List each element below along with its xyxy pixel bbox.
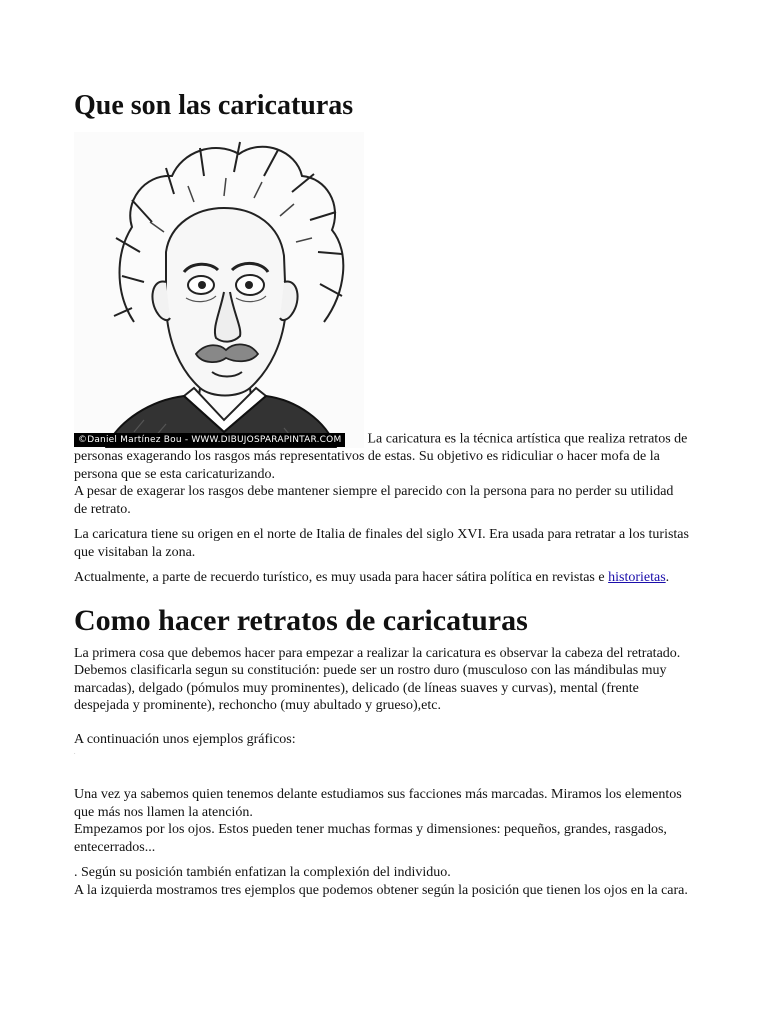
intro-paragraph — [74, 132, 690, 518]
section-title: Como hacer retratos de caricaturas — [74, 603, 528, 637]
position-paragraph — [74, 864, 690, 899]
examples-intro: A continuación unos ejemplos gráficos: — [74, 731, 296, 747]
caricature-drawing — [74, 132, 364, 448]
current-use-end: . — [665, 570, 670, 585]
stray-dot: . — [74, 750, 76, 756]
position-text: . Según su posición también enfatizan la complexión del individuo. — [74, 865, 451, 880]
features-text: Una vez ya sabemos quien tenemos delante estudiamos sus facciones más marcadas. Miramos los elementos que más nos llamen la atención. — [74, 787, 682, 820]
eyes-text: Empezamos por los ojos. Estos pueden tener muchas formas y dimensiones: pequeños, grandes, rasgados, entecerrados... — [74, 822, 667, 855]
document-content — [74, 86, 690, 899]
examples-left-text: A la izquierda mostramos tres ejemplos que podemos obtener según la posición que tienen los ojos en la cara. — [74, 882, 688, 898]
caricature-image — [74, 132, 364, 448]
historietas-link[interactable]: historietas — [608, 570, 666, 585]
intro-text-2: A pesar de exagerar los rasgos debe mantener siempre el parecido con la persona para no perder su utilidad de retrato. — [74, 484, 674, 517]
current-use-text: Actualmente, a parte de recuerdo turístico, es muy usada para hacer sátira política en revistas e — [74, 570, 605, 585]
image-credit: ©Daniel Martínez Bou - WWW.DIBUJOSPARAPINTAR.COM — [74, 433, 345, 447]
current-use-paragraph — [74, 569, 690, 587]
intro-text: La caricatura es la técnica artística que realiza retratos de personas exagerando los rasgos más representativos de estas. Su objetivo es ridiculiar o hacer mofa de la persona que se esta caricaturizando. — [74, 431, 688, 482]
origin-paragraph: La caricatura tiene su origen en el norte de Italia de finales del siglo XVI. Era usada para retratar a los turistas que visitaban la zona. — [74, 527, 689, 560]
page-title: Que son las caricaturas — [74, 90, 354, 121]
features-paragraph — [74, 786, 690, 856]
head-shape-paragraph: La primera cosa que debemos hacer para empezar a realizar la caricatura es observar la cabeza del retratado. Debemos clasificarla segun su constitución: puede ser un rostro duro (musculoso con las mándibulas muy marcadas), delgado (pómulos muy prominentes), delicado (de líneas suaves y curvas), mental (frente despejada y prominente), rechoncho (muy abultado y grueso),etc. — [74, 645, 681, 713]
